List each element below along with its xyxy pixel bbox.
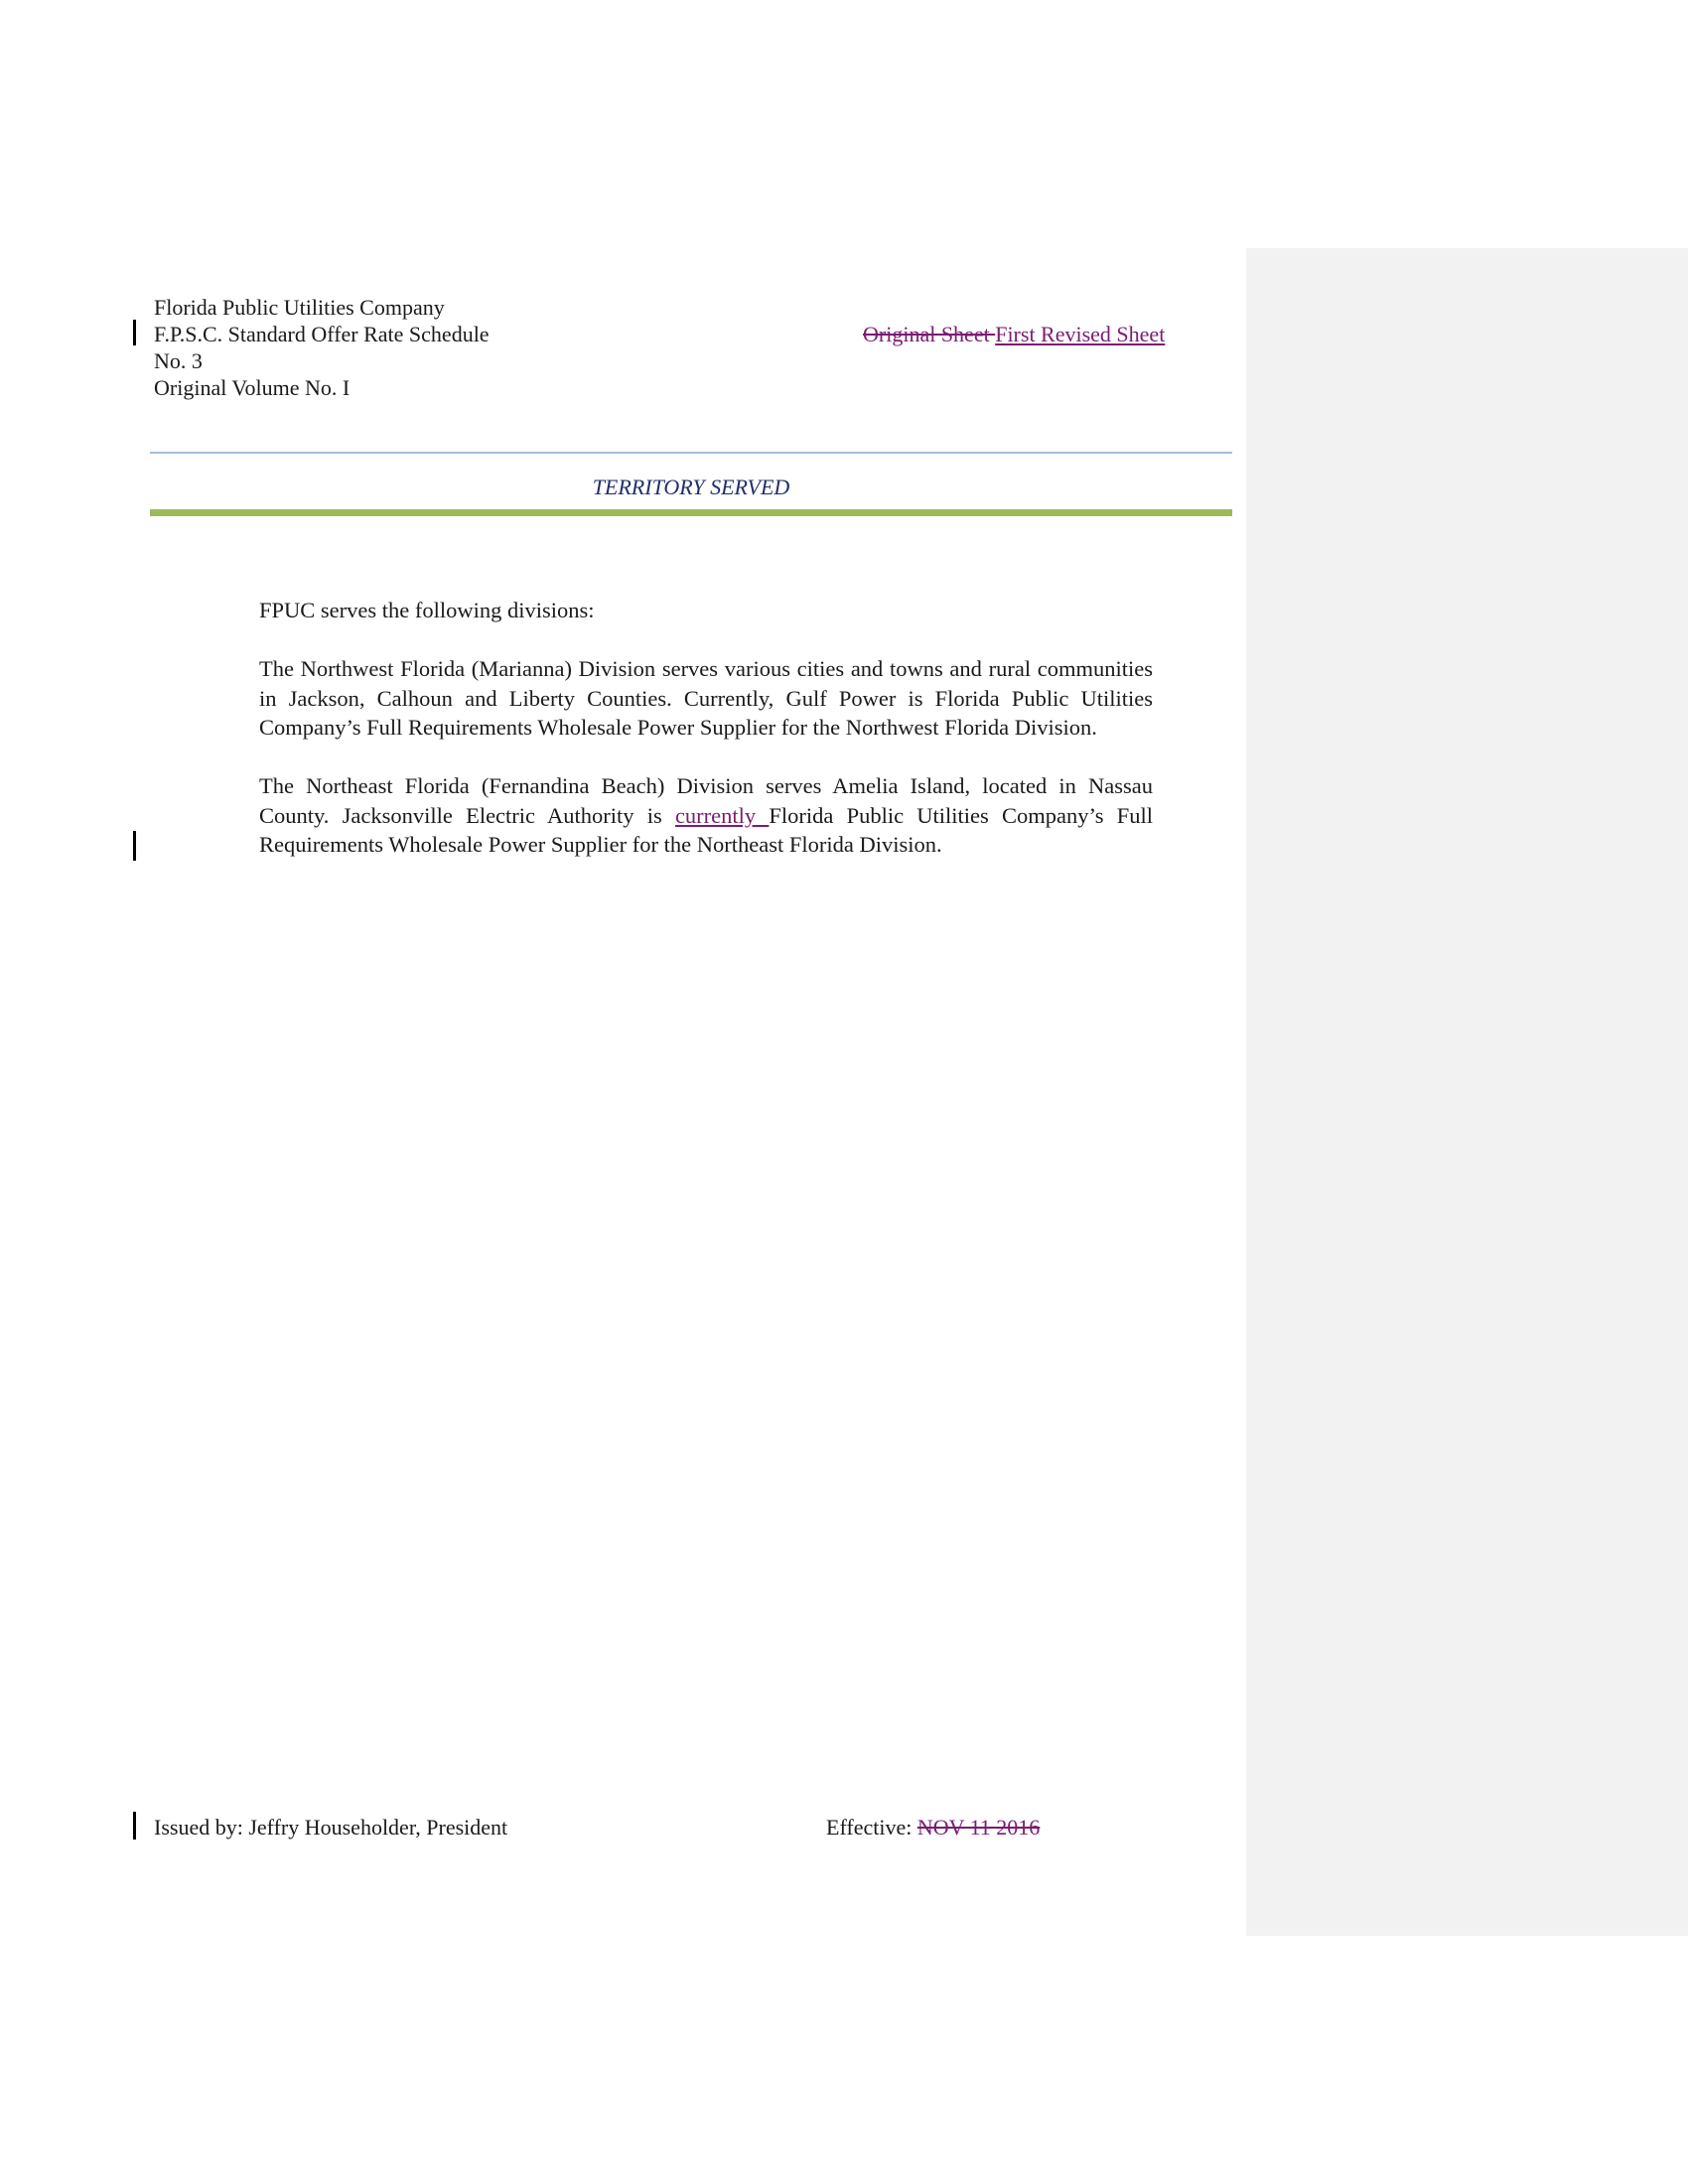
northeast-text-before: The Northeast Florida (Fernandina Beach) Division serves Amelia Island, located in Nassau County. Jacksonville Electric Authority is [259, 773, 1153, 828]
northeast-text-after: Florida Public Utilities Company’s Full Requirements Wholesale Power Supplier for the Northeast Florida Division. [259, 802, 1154, 857]
effective-label: Effective: [826, 1815, 917, 1840]
sheet-deleted-text: Original Sheet [863, 322, 996, 346]
effective-date [826, 1815, 1040, 1841]
body-text [259, 596, 1153, 888]
comment-pane [1246, 248, 1688, 1936]
section-title: TERRITORY SERVED [592, 475, 790, 499]
northwest-paragraph: The Northwest Florida (Marianna) Division serves various cities and towns and rural communities in Jackson, Calhoun and Liberty Counties. Currently, Gulf Power is Florida Public Utilities Company’s Full Requirements Wholesale Power Supplier for the Northwest Florida Division. [259, 656, 1153, 740]
company-name: Florida Public Utilities Company [154, 295, 445, 320]
schedule-number: No. 3 [154, 348, 203, 373]
header-rule-thin [150, 452, 1232, 454]
schedule-line: F.P.S.C. Standard Offer Rate Schedule [154, 322, 490, 346]
effective-deleted-date: NOV 11 2016 [916, 1815, 1041, 1840]
volume-line: Original Volume No. I [154, 375, 351, 400]
sheet-inserted-text: First Revised Sheet [995, 322, 1166, 346]
change-bar-header [133, 320, 136, 345]
header-rule-thick [150, 509, 1232, 516]
header-block [154, 294, 490, 401]
northeast-paragraph [259, 771, 1153, 860]
intro-paragraph: FPUC serves the following divisions: [259, 598, 595, 622]
northeast-inserted-text: currently [674, 802, 770, 828]
issued-by: Issued by: Jeffry Householder, President [154, 1815, 508, 1840]
sheet-revision [863, 321, 1165, 347]
change-bar-footer [133, 1812, 136, 1840]
change-bar-northeast [133, 831, 136, 861]
